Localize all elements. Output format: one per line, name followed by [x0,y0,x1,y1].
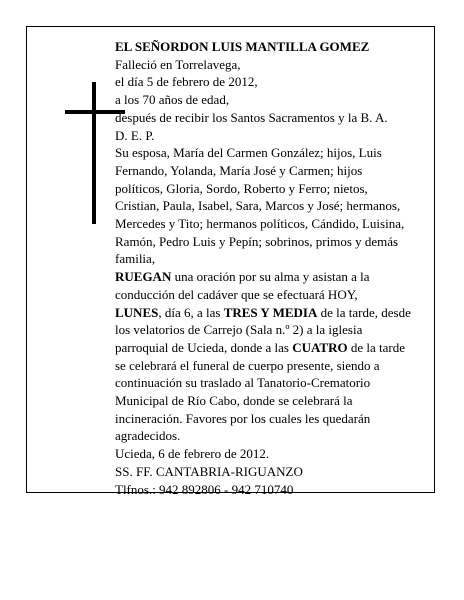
request-line: LUNES, día 6, a las TRES Y MEDIA de la tarde, desde [115,304,411,320]
closing-date: Ucieda, 6 de febrero de 2012. [115,446,270,462]
death-line: después de recibir los Santos Sacramentos y la B. A. [115,109,388,125]
request-line: parroquial de Ucieda, donde a las CUATRO de la tarde [115,339,405,355]
request-line: incineración. Favores por los cuales les quedarán [115,410,371,426]
obituary-text [115,38,425,498]
phone-numbers: Tlfnos.: 942 892806 - 942 710740 [115,481,294,497]
request-line: continuación su traslado al Tanatorio-Crematorio [115,375,371,391]
death-line: el día 5 de febrero de 2012, [115,74,258,90]
request-line: Municipal de Río Cabo, donde se celebrará la [115,393,353,409]
deceased-heading: EL SEÑORDON LUIS MANTILLA GOMEZ [115,39,370,54]
family-line: Cristian, Paula, Isabel, Sara, Marcos y José; hermanos, [115,198,401,214]
request-line: RUEGAN una oración por su alma y asistan a la [115,269,370,285]
family-line: Mercedes y Tito; hermanos políticos, Cándido, Luisina, [115,216,405,232]
family-line: Ramón, Pedro Luis y Pepín; sobrinos, primos y demás [115,233,399,249]
funeral-home: SS. FF. CANTABRIA-RIGUANZO [115,463,303,479]
request-line: los velatorios de Carrejo (Sala n.º 2) a la iglesia [115,322,363,338]
death-line: a los 70 años de edad, [115,92,230,108]
death-line: D. E. P. [115,127,155,143]
request-line: conducción del cadáver que se efectuará HOY, [115,286,358,302]
request-line: se celebrará el funeral de cuerpo presente, siendo a [115,357,380,373]
request-line: agradecidos. [115,428,181,444]
family-line: Su esposa, María del Carmen González; hijos, Luis [115,145,382,161]
cross-icon [92,82,96,224]
family-line: Fernando, Yolanda, María José y Carmen; hijos [115,162,363,178]
family-line: familia, [115,251,156,267]
family-line: políticos, Gloria, Sordo, Roberto y Ferro; nietos, [115,180,368,196]
death-line: Falleció en Torrelavega, [115,56,241,72]
